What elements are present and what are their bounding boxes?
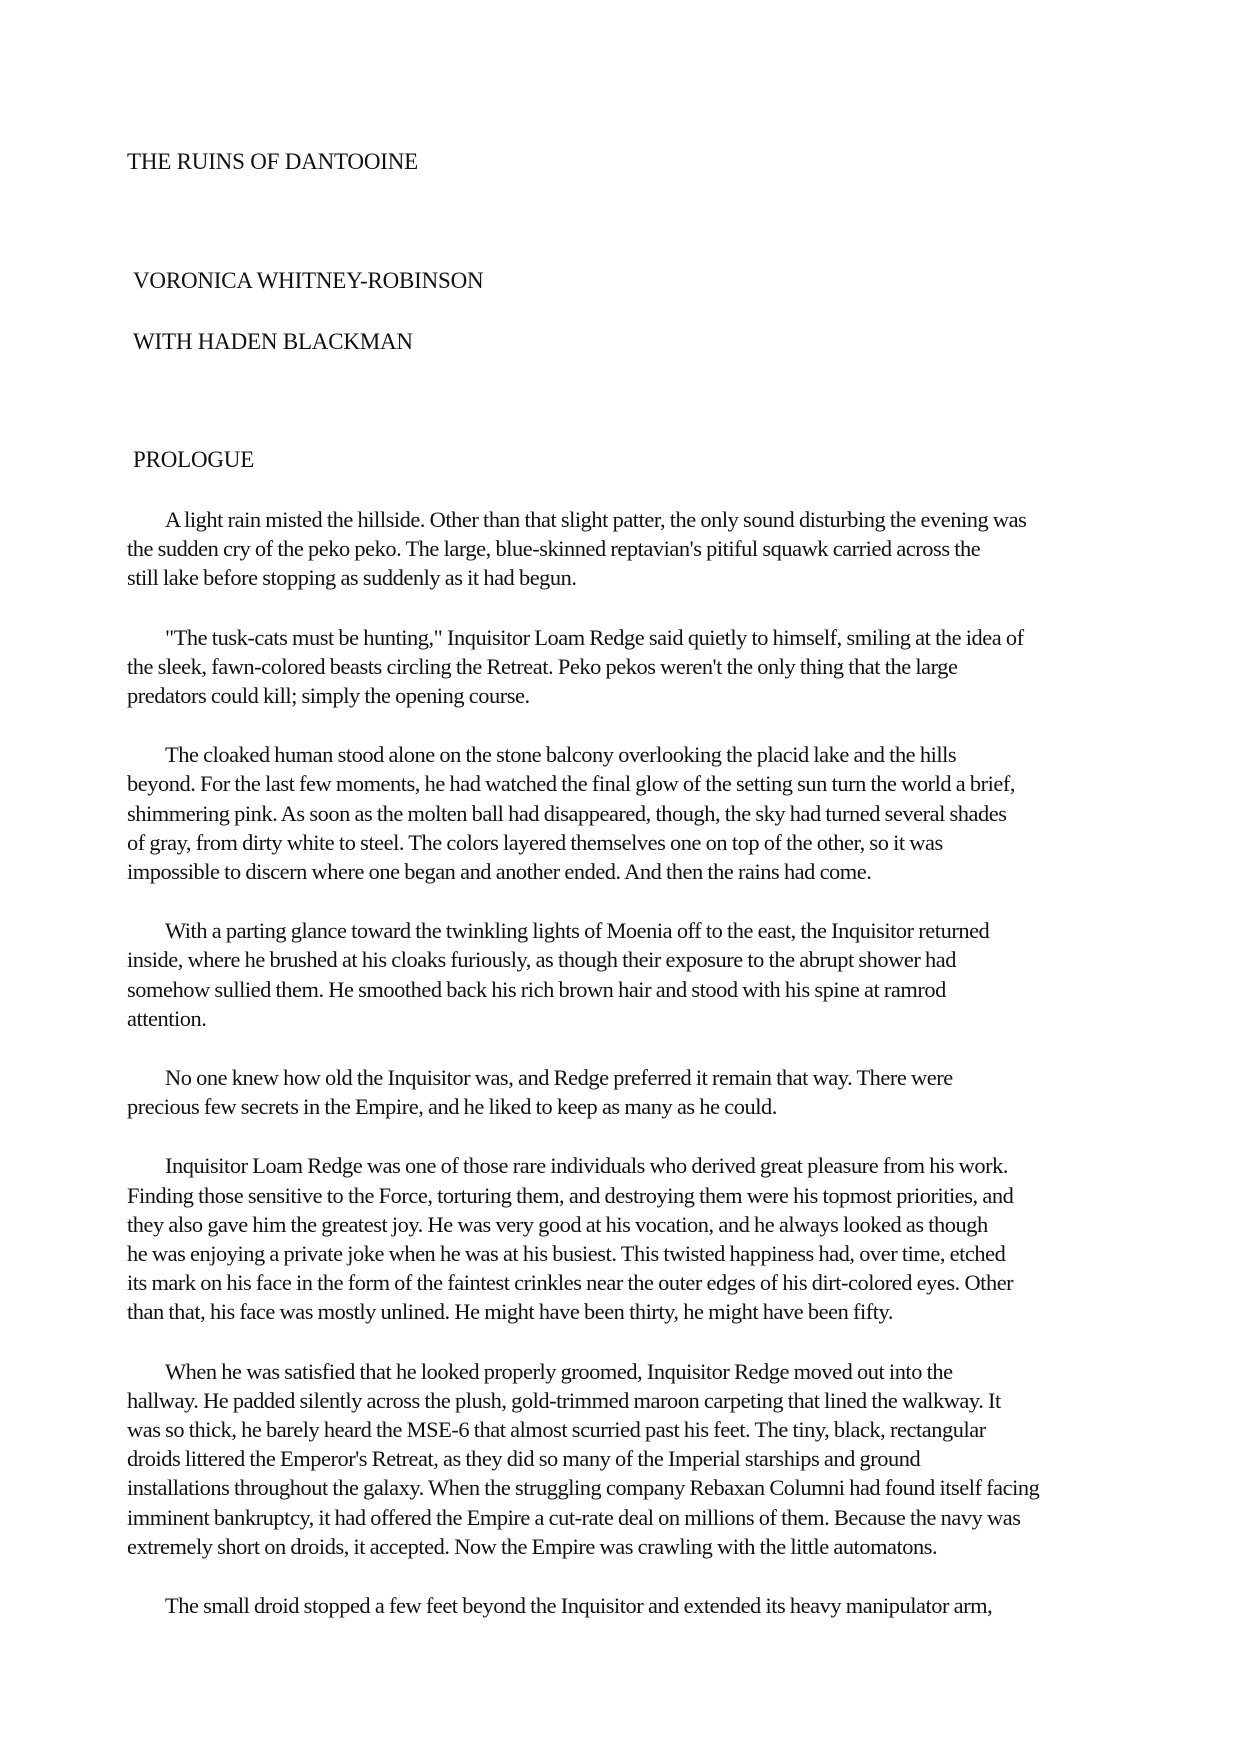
- paragraph-line: Finding those sensitive to the Force, torturing them, and destroying them were his topmost priorities, and: [127, 1182, 1014, 1208]
- paragraph-line: imminent bankruptcy, it had offered the Empire a cut-rate deal on millions of them. Because the navy was: [127, 1504, 1021, 1530]
- book-title: THE RUINS OF DANTOOINE: [127, 149, 418, 174]
- paragraph-line: A light rain misted the hillside. Other than that slight patter, the only sound disturbing the evening was: [165, 507, 1027, 532]
- paragraph: [127, 1063, 1117, 1121]
- paragraph: [127, 1357, 1117, 1561]
- paragraph-line: When he was satisfied that he looked properly groomed, Inquisitor Redge moved out into the: [165, 1358, 953, 1384]
- paragraph-line: they also gave him the greatest joy. He was very good at his vocation, and he always looked as though: [127, 1211, 988, 1237]
- paragraph-line: No one knew how old the Inquisitor was, and Redge preferred it remain that way. There were: [165, 1065, 953, 1091]
- paragraph-line: installations throughout the galaxy. When the struggling company Rebaxan Columni had found itself facing: [127, 1475, 1040, 1501]
- paragraph: [127, 916, 1117, 1033]
- paragraph-line: than that, his face was mostly unlined. He might have been thirty, he might have been fifty.: [127, 1299, 893, 1325]
- paragraph-line: of gray, from dirty white to steel. The colors layered themselves one on top of the other, so it was: [127, 829, 943, 855]
- coauthor-line: WITH HADEN BLACKMAN: [133, 329, 413, 354]
- paragraph-line: The small droid stopped a few feet beyond the Inquisitor and extended its heavy manipulator arm,: [165, 1593, 993, 1619]
- paragraph-line: somehow sullied them. He smoothed back his rich brown hair and stood with his spine at ramrod: [127, 976, 946, 1002]
- paragraph: [127, 1151, 1117, 1326]
- paragraph-line: impossible to discern where one began and another ended. And then the rains had come.: [127, 859, 872, 885]
- paragraph: [127, 740, 1117, 886]
- paragraph-line: he was enjoying a private joke when he was at his busiest. This twisted happiness had, over time, etched: [127, 1241, 1006, 1267]
- paragraph-line: "The tusk-cats must be hunting," Inquisitor Loam Redge said quietly to himself, smiling at the idea of: [165, 624, 1024, 650]
- paragraph-line: The cloaked human stood alone on the stone balcony overlooking the placid lake and the hills: [165, 742, 957, 768]
- author-name: VORONICA WHITNEY-ROBINSON: [133, 268, 484, 293]
- paragraph-line: was so thick, he barely heard the MSE-6 that almost scurried past his feet. The tiny, black, rectangular: [127, 1417, 986, 1443]
- paragraph-line: shimmering pink. As soon as the molten ball had disappeared, though, the sky had turned several shades: [127, 800, 1007, 826]
- paragraph-line: beyond. For the last few moments, he had watched the final glow of the setting sun turn the world a brief,: [127, 771, 1016, 797]
- section-heading: PROLOGUE: [133, 447, 255, 472]
- paragraph-line: inside, where he brushed at his cloaks furiously, as though their exposure to the abrupt shower had: [127, 947, 956, 973]
- paragraph-line: hallway. He padded silently across the plush, gold-trimmed maroon carpeting that lined the walkway. It: [127, 1387, 1001, 1413]
- paragraph-line: Inquisitor Loam Redge was one of those rare individuals who derived great pleasure from his work.: [165, 1153, 1008, 1179]
- paragraph-line: extremely short on droids, it accepted. Now the Empire was crawling with the little automatons.: [127, 1533, 938, 1559]
- paragraph-line: precious few secrets in the Empire, and he liked to keep as many as he could.: [127, 1094, 777, 1120]
- paragraph: [127, 505, 1117, 593]
- paragraph: [127, 623, 1117, 711]
- paragraph-line: predators could kill; simply the opening course.: [127, 683, 530, 709]
- paragraph-line: the sudden cry of the peko peko. The large, blue-skinned reptavian's pitiful squawk carried across the: [127, 536, 981, 562]
- paragraph-line: With a parting glance toward the twinkling lights of Moenia off to the east, the Inquisitor returned: [165, 918, 990, 944]
- body-text: [127, 505, 1117, 1650]
- paragraph-line: its mark on his face in the form of the faintest crinkles near the outer edges of his dirt-colored eyes. Other: [127, 1270, 1014, 1296]
- paragraph: [127, 1591, 1117, 1620]
- paragraph-line: still lake before stopping as suddenly as it had begun.: [127, 565, 577, 591]
- paragraph-line: attention.: [127, 1005, 207, 1031]
- paragraph-line: the sleek, fawn-colored beasts circling the Retreat. Peko pekos weren't the only thing that the large: [127, 653, 958, 679]
- paragraph-line: droids littered the Emperor's Retreat, as they did so many of the Imperial starships and ground: [127, 1446, 921, 1472]
